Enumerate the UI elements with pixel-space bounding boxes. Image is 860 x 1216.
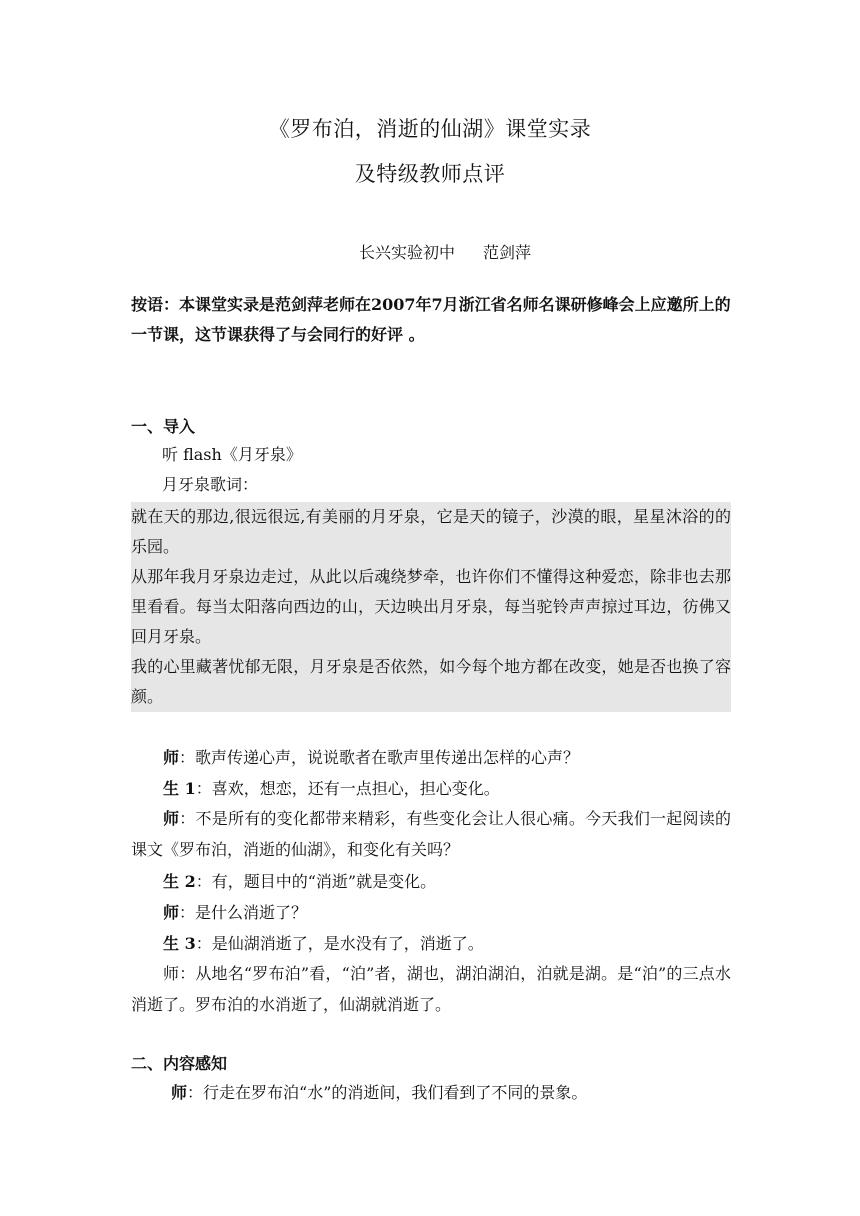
dialogue-text: ：歌声传递心声，说说歌者在歌声里传递出怎样的心声？ xyxy=(179,748,580,767)
dialogue-line xyxy=(131,866,731,897)
lyric-paragraph: 从那年我月牙泉边走过，从此以后魂绕梦牵，也许你们不懂得这种爱恋，除非也去那里看看。每当太阳落向西边的山，天边映出月牙泉，每当驼铃声声掠过耳边，彷佛又回月牙泉。 xyxy=(131,562,731,652)
dialogue-line xyxy=(131,773,731,804)
listen-line: 听 flash《月牙泉》 xyxy=(162,445,302,464)
dialogue-text: ：是什么消逝了？ xyxy=(179,903,308,922)
dialogue-text: ：从地名“罗布泊”看，“泊”者，湖也，湖泊湖泊，泊就是湖。是“泊”的三点水消逝了。罗布泊的水消逝了，仙湖就消逝了。 xyxy=(131,964,731,1014)
dialogue-line xyxy=(131,1077,731,1108)
lyrics-label: 月牙泉歌词： xyxy=(162,475,259,494)
section-heading-content: 二、内容感知 xyxy=(131,1054,228,1073)
speaker-label: 师 xyxy=(171,1083,188,1102)
dialogue-text: ：行走在罗布泊“水”的消逝间，我们看到了不同的景象。 xyxy=(187,1083,588,1102)
section-heading-intro: 一、导入 xyxy=(131,417,196,436)
author-line xyxy=(0,240,860,263)
dialogue-text: ：喜欢，想恋，还有一点担心，担心变化。 xyxy=(195,779,500,798)
speaker-label: 生 1 xyxy=(163,779,196,798)
dialogue-line xyxy=(131,803,731,865)
author-school: 长兴实验初中 xyxy=(358,243,455,262)
lyrics-block xyxy=(131,502,731,712)
dialogue-line xyxy=(131,897,731,928)
author-name: 范剑萍 xyxy=(483,243,532,262)
speaker-label: 师 xyxy=(163,809,180,828)
dialogue-line xyxy=(131,928,731,959)
speaker-label: 师 xyxy=(163,903,180,922)
dialogue-text: ：不是所有的变化都带来精彩，有些变化会让人很心痛。今天我们一起阅读的课文《罗布泊，消逝的仙湖》，和变化有关吗？ xyxy=(131,809,731,859)
dialogue-line xyxy=(131,958,731,1020)
speaker-label: 师 xyxy=(163,964,180,983)
lyric-paragraph: 就在天的那边,很远很远,有美丽的月牙泉，它是天的镜子，沙漠的眼，星星沐浴的的乐园。 xyxy=(131,502,731,562)
speaker-label: 生 2 xyxy=(163,872,196,891)
speaker-label: 师 xyxy=(163,748,180,767)
speaker-label: 生 3 xyxy=(163,934,196,953)
lyric-paragraph: 我的心里藏著忧郁无限，月牙泉是否依然，如今每个地方都在改变，她是否也换了容颜。 xyxy=(131,652,731,712)
dialogue-text: ：有，题目中的“消逝”就是变化。 xyxy=(195,872,437,891)
document-title: 《罗布泊，消逝的仙湖》课堂实录 xyxy=(268,117,592,141)
dialogue-text: ：是仙湖消逝了，是水没有了，消逝了。 xyxy=(195,934,484,953)
editor-note: 按语：本课堂实录是范剑萍老师在2007年7月浙江省名师名课研修峰会上应邀所上的一节课，这节课获得了与会同行的好评 。 xyxy=(131,295,731,344)
document-subtitle: 及特级教师点评 xyxy=(354,162,506,186)
dialogue-line xyxy=(131,742,731,773)
